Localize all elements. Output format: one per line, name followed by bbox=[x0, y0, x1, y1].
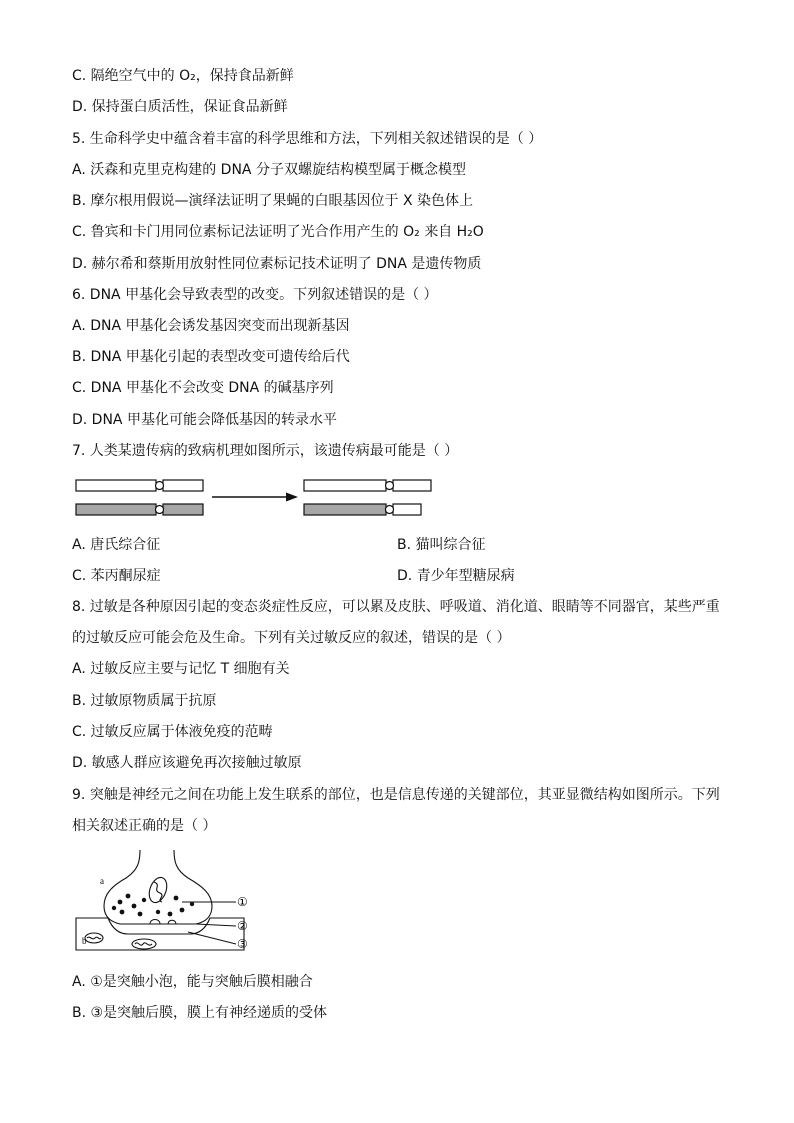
chromosome-left-bottom-arm1 bbox=[76, 504, 156, 515]
chromosome-left-bottom-centromere bbox=[156, 506, 164, 514]
q5-stem: 5. 生命科学史中蕴含着丰富的科学思维和方法，下列相关叙述错误的是（ ） bbox=[72, 131, 543, 147]
chromosome-left-top-centromere bbox=[156, 482, 164, 490]
q9-stem-line1: 9. 突触是神经元之间在功能上发生联系的部位，也是信息传递的关键部位，其亚显微结构如图所示。下列 bbox=[72, 787, 720, 803]
chromosome-left-top-arm2 bbox=[163, 480, 203, 491]
presynaptic-mitochondrion bbox=[146, 875, 170, 905]
q9-option-b: B. ③是突触后膜，膜上有神经递质的受体 bbox=[72, 1005, 328, 1021]
q6-option-a: A. DNA 甲基化会诱发基因突变而出现新基因 bbox=[72, 318, 350, 334]
q7-option-d: D. 青少年型糖尿病 bbox=[397, 568, 515, 584]
chromosome-left-bottom-arm2 bbox=[163, 504, 203, 515]
chromosome-right-top-arm2 bbox=[393, 480, 431, 491]
q6-option-c: C. DNA 甲基化不会改变 DNA 的碱基序列 bbox=[72, 380, 334, 396]
label-2: ② bbox=[237, 919, 248, 933]
q6-stem: 6. DNA 甲基化会导致表型的改变。下列叙述错误的是（ ） bbox=[72, 287, 438, 303]
q8-stem-line1: 8. 过敏是各种原因引起的变态炎症性反应，可以累及皮肤、呼吸道、消化道、眼睛等不同器官，某些严重 bbox=[72, 599, 720, 615]
chromosome-right-top-centromere bbox=[386, 482, 394, 490]
q8-option-b: B. 过敏原物质属于抗原 bbox=[72, 693, 217, 709]
q9-stem-line2: 相关叙述正确的是（ ） bbox=[72, 818, 217, 834]
q6-option-b: B. DNA 甲基化引起的表型改变可遗传给后代 bbox=[72, 349, 350, 365]
chromosome-right-bottom-arm1 bbox=[304, 504, 386, 515]
q5-option-c: C. 鲁宾和卡门用同位素标记法证明了光合作用产生的 O₂ 来自 H₂O bbox=[72, 224, 484, 240]
q7-option-b: B. 猫叫综合征 bbox=[397, 537, 486, 553]
q5-option-d: D. 赫尔希和蔡斯用放射性同位素标记技术证明了 DNA 是遗传物质 bbox=[72, 256, 482, 272]
label-b: b bbox=[82, 936, 87, 946]
label-3: ③ bbox=[237, 937, 248, 951]
q9-option-a: A. ①是突触小泡，能与突触后膜相融合 bbox=[72, 974, 313, 990]
chromosome-right-bottom-arm2 bbox=[393, 504, 421, 515]
label-a: a bbox=[100, 876, 104, 886]
synaptic-vesicles bbox=[112, 894, 194, 917]
arrow-right-icon bbox=[212, 493, 298, 502]
q6-option-d: D. DNA 甲基化可能会降低基因的转录水平 bbox=[72, 412, 337, 428]
q8-option-c: C. 过敏反应属于体液免疫的范畴 bbox=[72, 724, 273, 740]
q8-option-a: A. 过敏反应主要与记忆 T 细胞有关 bbox=[72, 661, 290, 677]
chromosome-left-top-arm1 bbox=[76, 480, 156, 491]
chromosome-right-bottom-centromere bbox=[386, 506, 394, 514]
label-1: ① bbox=[237, 895, 248, 909]
q4-option-c: C. 隔绝空气中的 O₂，保持食品新鲜 bbox=[72, 68, 294, 84]
chromosome-figure bbox=[72, 474, 442, 522]
q7-stem: 7. 人类某遗传病的致病机理如图所示，该遗传病最可能是（ ） bbox=[72, 443, 459, 459]
q7-option-a: A. 唐氏综合征 bbox=[72, 537, 161, 553]
q4-option-d: D. 保持蛋白质活性，保证食品新鲜 bbox=[72, 99, 288, 115]
q8-option-d: D. 敏感人群应该避免再次接触过敏原 bbox=[72, 755, 302, 771]
q5-option-b: B. 摩尔根用假说—演绎法证明了果蝇的白眼基因位于 X 染色体上 bbox=[72, 193, 473, 209]
q7-option-c: C. 苯丙酮尿症 bbox=[72, 568, 161, 584]
chromosome-right-top-arm1 bbox=[304, 480, 386, 491]
q5-option-a: A. 沃森和克里克构建的 DNA 分子双螺旋结构模型属于概念模型 bbox=[72, 162, 466, 178]
q8-stem-line2: 的过敏反应可能会危及生命。下列有关过敏反应的叙述，错误的是（ ） bbox=[72, 630, 511, 646]
synapse-figure bbox=[72, 848, 282, 960]
